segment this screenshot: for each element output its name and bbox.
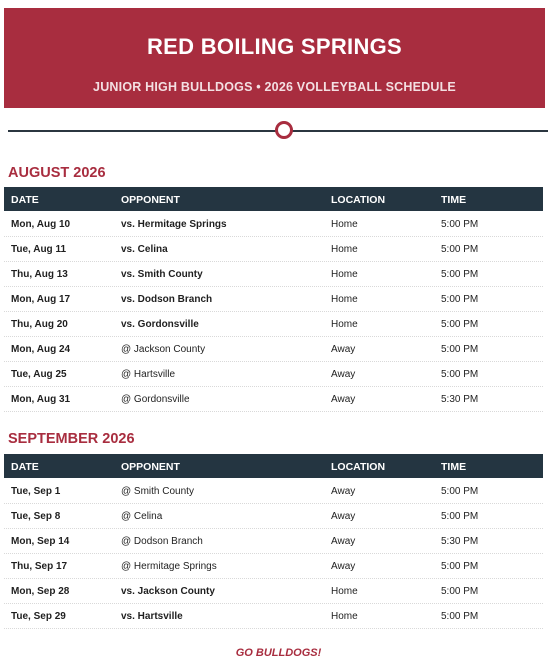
date-cell: Mon, Aug 17 bbox=[11, 294, 71, 305]
footer-slogan: GO BULLDOGS! bbox=[235, 647, 322, 659]
time-cell: 5:00 PM bbox=[441, 511, 479, 522]
time-cell: 5:00 PM bbox=[441, 611, 479, 622]
location-cell: Away bbox=[331, 369, 356, 380]
opponent-cell: vs. Dodson Branch bbox=[121, 294, 213, 305]
time-cell: 5:30 PM bbox=[441, 394, 479, 405]
month-heading-august: AUGUST 2026 bbox=[8, 165, 106, 181]
time-cell: 5:00 PM bbox=[441, 244, 479, 255]
date-cell: Tue, Sep 8 bbox=[11, 511, 61, 522]
title-banner bbox=[4, 8, 545, 108]
page-title: RED BOILING SPRINGS bbox=[146, 34, 403, 59]
location-cell: Home bbox=[331, 611, 358, 622]
location-cell: Home bbox=[331, 586, 358, 597]
location-cell: Away bbox=[331, 561, 356, 572]
divider-dot bbox=[275, 121, 293, 139]
time-cell: 5:00 PM bbox=[441, 269, 479, 280]
location-cell: Home bbox=[331, 244, 358, 255]
column-date: DATE bbox=[11, 461, 39, 473]
location-cell: Away bbox=[331, 344, 356, 355]
column-time: TIME bbox=[441, 194, 467, 206]
date-cell: Thu, Aug 13 bbox=[11, 269, 68, 280]
page-subtitle: JUNIOR HIGH BULLDOGS • 2026 VOLLEYBALL SCHEDULE bbox=[93, 80, 456, 94]
time-cell: 5:00 PM bbox=[441, 344, 479, 355]
table-row bbox=[4, 479, 543, 504]
opponent-cell: @ Dodson Branch bbox=[121, 536, 203, 547]
table-row bbox=[4, 604, 543, 629]
date-cell: Thu, Sep 17 bbox=[11, 561, 68, 572]
location-cell: Away bbox=[331, 511, 356, 522]
time-cell: 5:00 PM bbox=[441, 486, 479, 497]
opponent-cell: @ Hartsville bbox=[121, 369, 176, 380]
column-opponent: OPPONENT bbox=[121, 194, 180, 206]
location-cell: Away bbox=[331, 486, 356, 497]
location-cell: Home bbox=[331, 219, 358, 230]
time-cell: 5:00 PM bbox=[441, 294, 479, 305]
location-cell: Home bbox=[331, 319, 358, 330]
date-cell: Tue, Aug 25 bbox=[11, 369, 67, 380]
date-cell: Tue, Aug 11 bbox=[11, 244, 67, 255]
date-cell: Thu, Aug 20 bbox=[11, 319, 68, 330]
table-header-september bbox=[4, 454, 543, 478]
column-location: LOCATION bbox=[331, 461, 386, 473]
opponent-cell: vs. Hermitage Springs bbox=[121, 219, 227, 230]
time-cell: 5:00 PM bbox=[441, 561, 479, 572]
time-cell: 5:00 PM bbox=[441, 219, 479, 230]
location-cell: Home bbox=[331, 269, 358, 280]
opponent-cell: @ Celina bbox=[121, 511, 163, 522]
table-row bbox=[4, 212, 543, 237]
date-cell: Mon, Sep 28 bbox=[11, 586, 70, 597]
month-heading-september: SEPTEMBER 2026 bbox=[8, 431, 135, 447]
opponent-cell: vs. Hartsville bbox=[121, 611, 183, 622]
table-row bbox=[4, 337, 543, 362]
date-cell: Mon, Sep 14 bbox=[11, 536, 70, 547]
date-cell: Tue, Sep 29 bbox=[11, 611, 66, 622]
opponent-cell: @ Gordonsville bbox=[121, 394, 190, 405]
location-cell: Away bbox=[331, 394, 356, 405]
opponent-cell: vs. Jackson County bbox=[121, 586, 215, 597]
table-row bbox=[4, 554, 543, 579]
table-row bbox=[4, 387, 543, 412]
table-september bbox=[4, 479, 543, 629]
column-time: TIME bbox=[441, 461, 467, 473]
table-row bbox=[4, 362, 543, 387]
location-cell: Away bbox=[331, 536, 356, 547]
table-row bbox=[4, 312, 543, 337]
table-row bbox=[4, 504, 543, 529]
table-august bbox=[4, 212, 543, 412]
opponent-cell: @ Smith County bbox=[121, 486, 194, 497]
date-cell: Tue, Sep 1 bbox=[11, 486, 61, 497]
opponent-cell: vs. Gordonsville bbox=[121, 319, 199, 330]
table-row bbox=[4, 237, 543, 262]
opponent-cell: @ Jackson County bbox=[121, 344, 206, 355]
divider bbox=[8, 128, 548, 134]
table-row bbox=[4, 579, 543, 604]
time-cell: 5:30 PM bbox=[441, 536, 479, 547]
column-date: DATE bbox=[11, 194, 39, 206]
time-cell: 5:00 PM bbox=[441, 586, 479, 597]
time-cell: 5:00 PM bbox=[441, 369, 479, 380]
location-cell: Home bbox=[331, 294, 358, 305]
opponent-cell: vs. Celina bbox=[121, 244, 168, 255]
opponent-cell: vs. Smith County bbox=[121, 269, 203, 280]
table-row bbox=[4, 529, 543, 554]
column-location: LOCATION bbox=[331, 194, 386, 206]
time-cell: 5:00 PM bbox=[441, 319, 479, 330]
date-cell: Mon, Aug 24 bbox=[11, 344, 71, 355]
table-row bbox=[4, 262, 543, 287]
date-cell: Mon, Aug 31 bbox=[11, 394, 71, 405]
opponent-cell: @ Hermitage Springs bbox=[121, 561, 217, 572]
table-row bbox=[4, 287, 543, 312]
column-opponent: OPPONENT bbox=[121, 461, 180, 473]
date-cell: Mon, Aug 10 bbox=[11, 219, 71, 230]
table-header-august bbox=[4, 187, 543, 211]
